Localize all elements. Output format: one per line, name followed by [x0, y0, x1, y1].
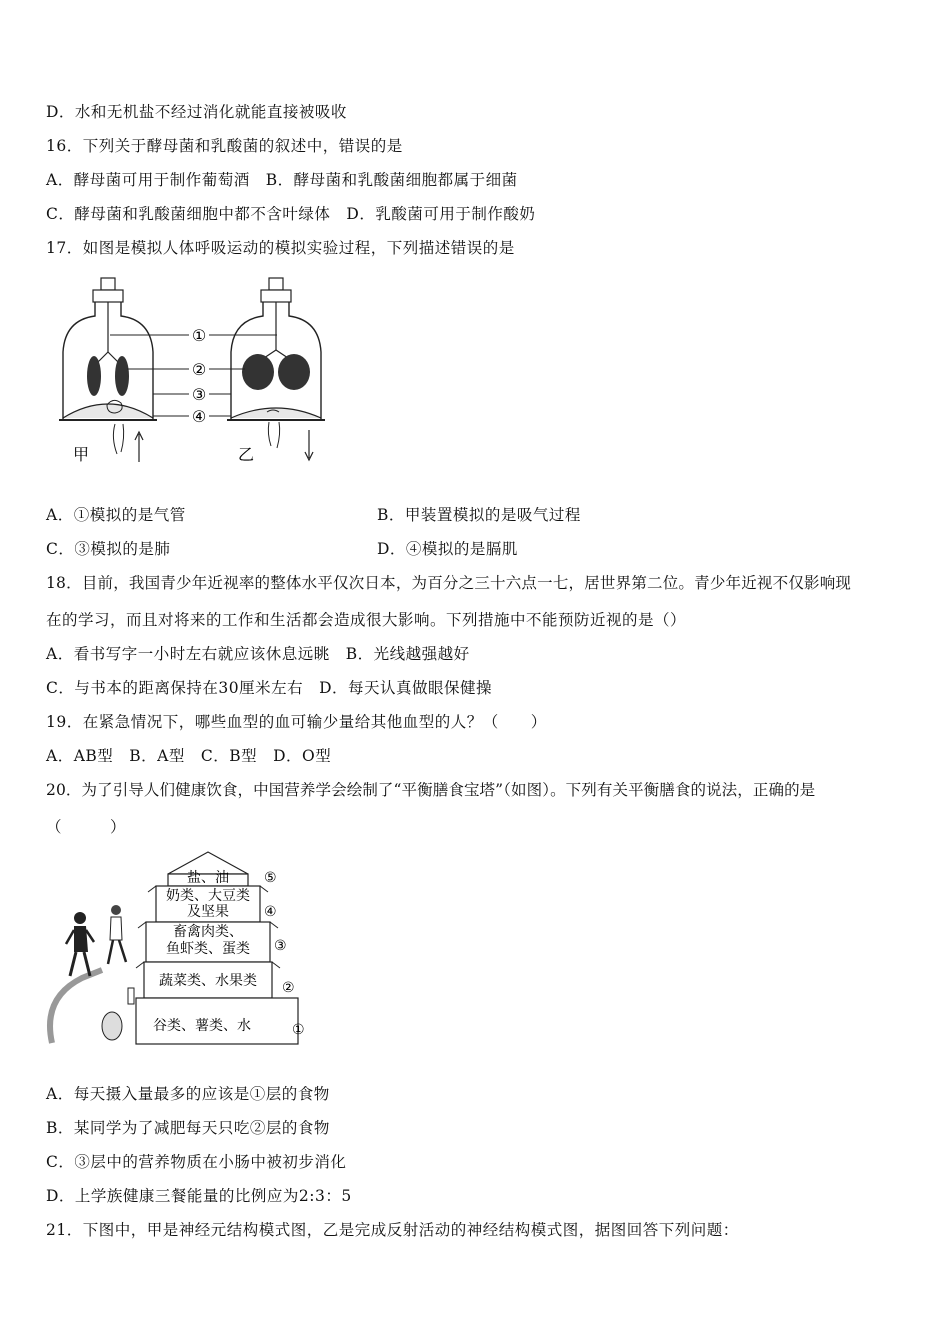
q16-stem: 16．下列关于酵母菌和乳酸菌的叙述中，错误的是 — [46, 137, 403, 155]
q15-option-d: D．水和无机盐不经过消化就能直接被吸收 — [46, 103, 347, 121]
pyramid-level4-line2: 及坚果 — [187, 904, 229, 920]
q21-stem: 21．下图中，甲是神经元结构模式图，乙是完成反射活动的神经结构模式图，据图回答下列问题： — [46, 1221, 739, 1239]
runners-icon — [66, 905, 126, 976]
label-4: ④ — [191, 407, 207, 426]
pyramid-marker-5: ⑤ — [264, 870, 277, 886]
pyramid-marker-1: ① — [292, 1022, 305, 1038]
q16-options-cd — [46, 204, 535, 224]
pyramid-level1: 谷类、薯类、水 — [153, 1018, 251, 1034]
pyramid-marker-4: ④ — [264, 904, 277, 920]
q17-option-a: A．①模拟的是气管 — [46, 506, 186, 524]
q18-options-cd: C．与书本的距离保持在30厘米左右 D．每天认真做眼保健操 — [46, 679, 493, 697]
q20-option-a: A．每天摄入量最多的应该是①层的食物 — [46, 1085, 330, 1103]
q18-stem-line2: 在的学习，而且对将来的工作和生活都会造成很大影响。下列措施中不能预防近视的是（） — [46, 611, 687, 629]
q17-options-cd — [46, 539, 518, 559]
pyramid-level2: 蔬菜类、水果类 — [159, 973, 257, 989]
label-2: ② — [191, 360, 207, 379]
q19-stem: 19．在紧急情况下，哪些血型的血可输少量给其他血型的人？（ ） — [46, 713, 547, 731]
jar-jia — [59, 278, 157, 462]
q16-option-d: D．乳酸菌可用于制作酸奶 — [346, 205, 536, 223]
pyramid-level5: 盐、油 — [187, 870, 229, 886]
q20-option-b: B．某同学为了减肥每天只吃②层的食物 — [46, 1119, 330, 1137]
q18-options-ab: A．看书写字一小时左右就应该休息远眺 B．光线越强越好 — [46, 645, 470, 663]
q16-option-a: A．酵母菌可用于制作葡萄酒 — [46, 171, 250, 189]
pyramid-level3-line2: 鱼虾类、蛋类 — [166, 941, 250, 957]
food-pyramid-figure — [42, 848, 312, 1053]
q20-stem-line1: 20．为了引导人们健康饮食，中国营养学会绘制了“平衡膳食宝塔”（如图）。下列有关平衡膳食的说法，正确的是 — [46, 781, 816, 799]
pyramid-level3-line1: 畜禽肉类、 — [173, 924, 243, 940]
caption-yi: 乙 — [238, 445, 255, 464]
q16-option-b: B．酵母菌和乳酸菌细胞都属于细菌 — [265, 171, 518, 189]
q17-option-b: B．甲装置模拟的是吸气过程 — [377, 506, 581, 524]
pyramid-marker-2: ② — [282, 980, 295, 996]
q20-option-c: C．③层中的营养物质在小肠中被初步消化 — [46, 1153, 347, 1171]
q16-option-c: C．酵母菌和乳酸菌细胞中都不含叶绿体 — [46, 205, 331, 223]
pyramid-level4-line1: 奶类、大豆类 — [166, 888, 250, 904]
q20-stem-line2: （ ） — [46, 818, 127, 836]
q17-stem: 17．如图是模拟人体呼吸运动的模拟实验过程，下列描述错误的是 — [46, 239, 515, 257]
q17-options-ab — [46, 505, 581, 525]
q18-stem-line1: 18．目前，我国青少年近视率的整体水平仅次日本，为百分之三十六点一七，居世界第二位。青少年近视不仅影响现 — [46, 574, 852, 592]
q20-option-d: D．上学族健康三餐能量的比例应为2:3：5 — [46, 1187, 352, 1205]
q17-option-c: C．③模拟的是肺 — [46, 540, 171, 558]
pyramid-marker-3: ③ — [274, 938, 287, 954]
q16-options-ab — [46, 170, 518, 190]
caption-jia: 甲 — [73, 445, 90, 464]
q19-options: A．AB型 B．A型 C．B型 D．O型 — [46, 747, 332, 765]
breathing-model-figure — [55, 272, 345, 472]
label-3: ③ — [191, 385, 207, 404]
q17-option-d: D．④模拟的是膈肌 — [377, 540, 518, 558]
label-1: ① — [191, 326, 207, 345]
